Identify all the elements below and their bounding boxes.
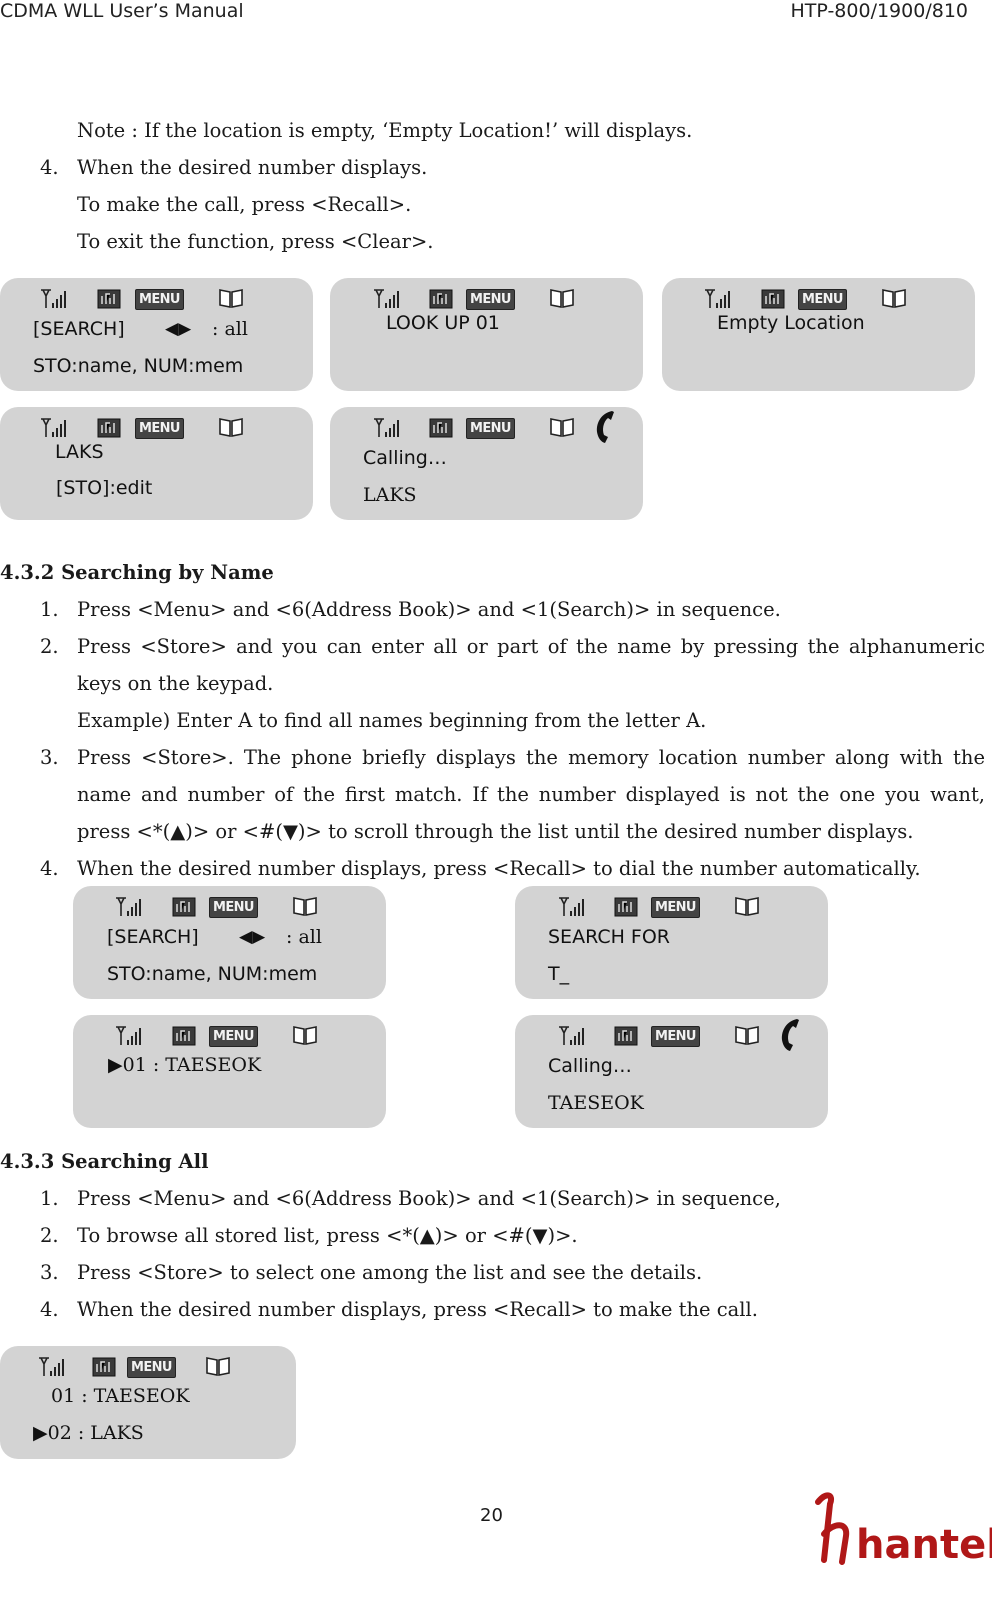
lcd-screen (662, 278, 975, 391)
lcd-lookup: LOOK UP 01 (386, 312, 500, 334)
lcd-list-item-selected: ▶02 : LAKS (33, 1422, 144, 1444)
network-icon (172, 896, 196, 918)
lcd-screen (330, 407, 643, 520)
phonebook-icon (734, 895, 760, 917)
lcd-arrows: ◀▶ (239, 927, 266, 947)
step-text: Press <Store> to select one among the list and see the details. (77, 1261, 703, 1284)
network-icon (761, 288, 785, 310)
section-heading: 4.3.2 Searching by Name (0, 561, 274, 584)
phonebook-icon (218, 287, 244, 309)
lcd-list-item: 01 : TAESEOK (51, 1385, 190, 1407)
lcd-contact: TAESEOK (548, 1092, 644, 1114)
phonebook-icon (205, 1355, 231, 1377)
lcd-screen (0, 1346, 296, 1459)
step-number: 4. (40, 1298, 59, 1321)
menu-icon: MENU (135, 418, 184, 439)
lcd-arrows: ◀▶ (165, 319, 192, 339)
step-text: keys on the keypad. (77, 672, 274, 695)
step-number: 2. (40, 1224, 59, 1247)
menu-icon: MENU (135, 289, 184, 310)
signal-icon (558, 1025, 584, 1047)
step-number: 2. (40, 635, 59, 658)
lcd-list-item: ▶01 : TAESEOK (108, 1054, 262, 1076)
logo-text: hantel (856, 1522, 992, 1568)
phonebook-icon (292, 1024, 318, 1046)
step-text: Example) Enter A to find all names beginning from the letter A. (77, 709, 707, 732)
lcd-screen (73, 886, 386, 999)
header-model: HTP-800/1900/810 (790, 0, 968, 22)
step-text: Press <Store>. The phone briefly displays the memory location number along with the (77, 746, 985, 769)
step-number: 1. (40, 1187, 59, 1210)
header-title: CDMA WLL User’s Manual (0, 0, 244, 22)
signal-icon (40, 417, 66, 439)
network-icon (429, 417, 453, 439)
lcd-screen (515, 1015, 828, 1128)
step-text: When the desired number displays, press <Recall> to dial the number automatically. (77, 857, 921, 880)
step-text: When the desired number displays. (77, 156, 428, 179)
signal-icon (558, 896, 584, 918)
step-text: Press <Menu> and <6(Address Book)> and <1(Search)> in sequence. (77, 598, 781, 621)
phonebook-icon (881, 287, 907, 309)
network-icon (97, 288, 121, 310)
lcd-screen (0, 278, 313, 391)
lcd-calling: Calling… (548, 1055, 632, 1077)
menu-icon: MENU (466, 289, 515, 310)
step-text: To browse all stored list, press <*(▲)> or <#(▼)>. (77, 1224, 578, 1247)
lcd-search-for: SEARCH FOR (548, 926, 670, 948)
lcd-hint: [STO]:edit (56, 477, 153, 499)
section-heading: 4.3.3 Searching All (0, 1150, 209, 1173)
lcd-all: : all (286, 926, 322, 948)
phonebook-icon (549, 287, 575, 309)
network-icon (614, 1025, 638, 1047)
lcd-hint: STO:name, NUM:mem (107, 963, 318, 985)
step-number: 3. (40, 1261, 59, 1284)
hantel-logo (812, 1490, 992, 1570)
menu-icon: MENU (127, 1357, 176, 1378)
lcd-search-label: [SEARCH] (33, 318, 125, 340)
signal-icon (373, 417, 399, 439)
lcd-calling: Calling… (363, 447, 447, 469)
signal-icon (373, 288, 399, 310)
phonebook-icon (218, 416, 244, 438)
network-icon (92, 1356, 116, 1378)
note-text: Note : If the location is empty, ‘Empty Location!’ will displays. (77, 119, 693, 142)
phonebook-icon (734, 1024, 760, 1046)
phone-handset-icon (777, 1016, 805, 1054)
menu-icon: MENU (651, 897, 700, 918)
signal-icon (115, 896, 141, 918)
signal-icon (115, 1025, 141, 1047)
lcd-screen (73, 1015, 386, 1128)
step-text: name and number of the first match. If the number displayed is not the one you want, (77, 783, 985, 806)
lcd-contact: LAKS (363, 484, 417, 506)
network-icon (429, 288, 453, 310)
menu-icon: MENU (798, 289, 847, 310)
menu-icon: MENU (651, 1026, 700, 1047)
signal-icon (38, 1356, 64, 1378)
step-number: 4. (40, 156, 59, 179)
step-text: press <*(▲)> or <#(▼)> to scroll through the list until the desired number displays. (77, 820, 914, 843)
lcd-search-label: [SEARCH] (107, 926, 199, 948)
menu-icon: MENU (209, 897, 258, 918)
step-text: Press <Menu> and <6(Address Book)> and <1(Search)> in sequence, (77, 1187, 781, 1210)
step-text: When the desired number displays, press <Recall> to make the call. (77, 1298, 758, 1321)
network-icon (97, 417, 121, 439)
step-text: Press <Store> and you can enter all or part of the name by pressing the alphanumeric (77, 635, 985, 658)
lcd-hint: STO:name, NUM:mem (33, 355, 244, 377)
page-number: 20 (480, 1505, 503, 1526)
signal-icon (704, 288, 730, 310)
lcd-screen (515, 886, 828, 999)
step-number: 1. (40, 598, 59, 621)
phone-handset-icon (592, 408, 620, 446)
step-number: 4. (40, 857, 59, 880)
signal-icon (40, 288, 66, 310)
lcd-all: : all (212, 318, 248, 340)
step-text: To exit the function, press <Clear>. (77, 230, 434, 253)
lcd-empty: Empty Location (717, 312, 865, 334)
menu-icon: MENU (466, 418, 515, 439)
lcd-screen (330, 278, 643, 391)
network-icon (614, 896, 638, 918)
network-icon (172, 1025, 196, 1047)
lcd-screen (0, 407, 313, 520)
lcd-cursor-input: T_ (548, 963, 570, 985)
step-text: To make the call, press <Recall>. (77, 193, 412, 216)
phonebook-icon (549, 416, 575, 438)
menu-icon: MENU (209, 1026, 258, 1047)
phonebook-icon (292, 895, 318, 917)
lcd-name: LAKS (55, 441, 104, 463)
step-number: 3. (40, 746, 59, 769)
